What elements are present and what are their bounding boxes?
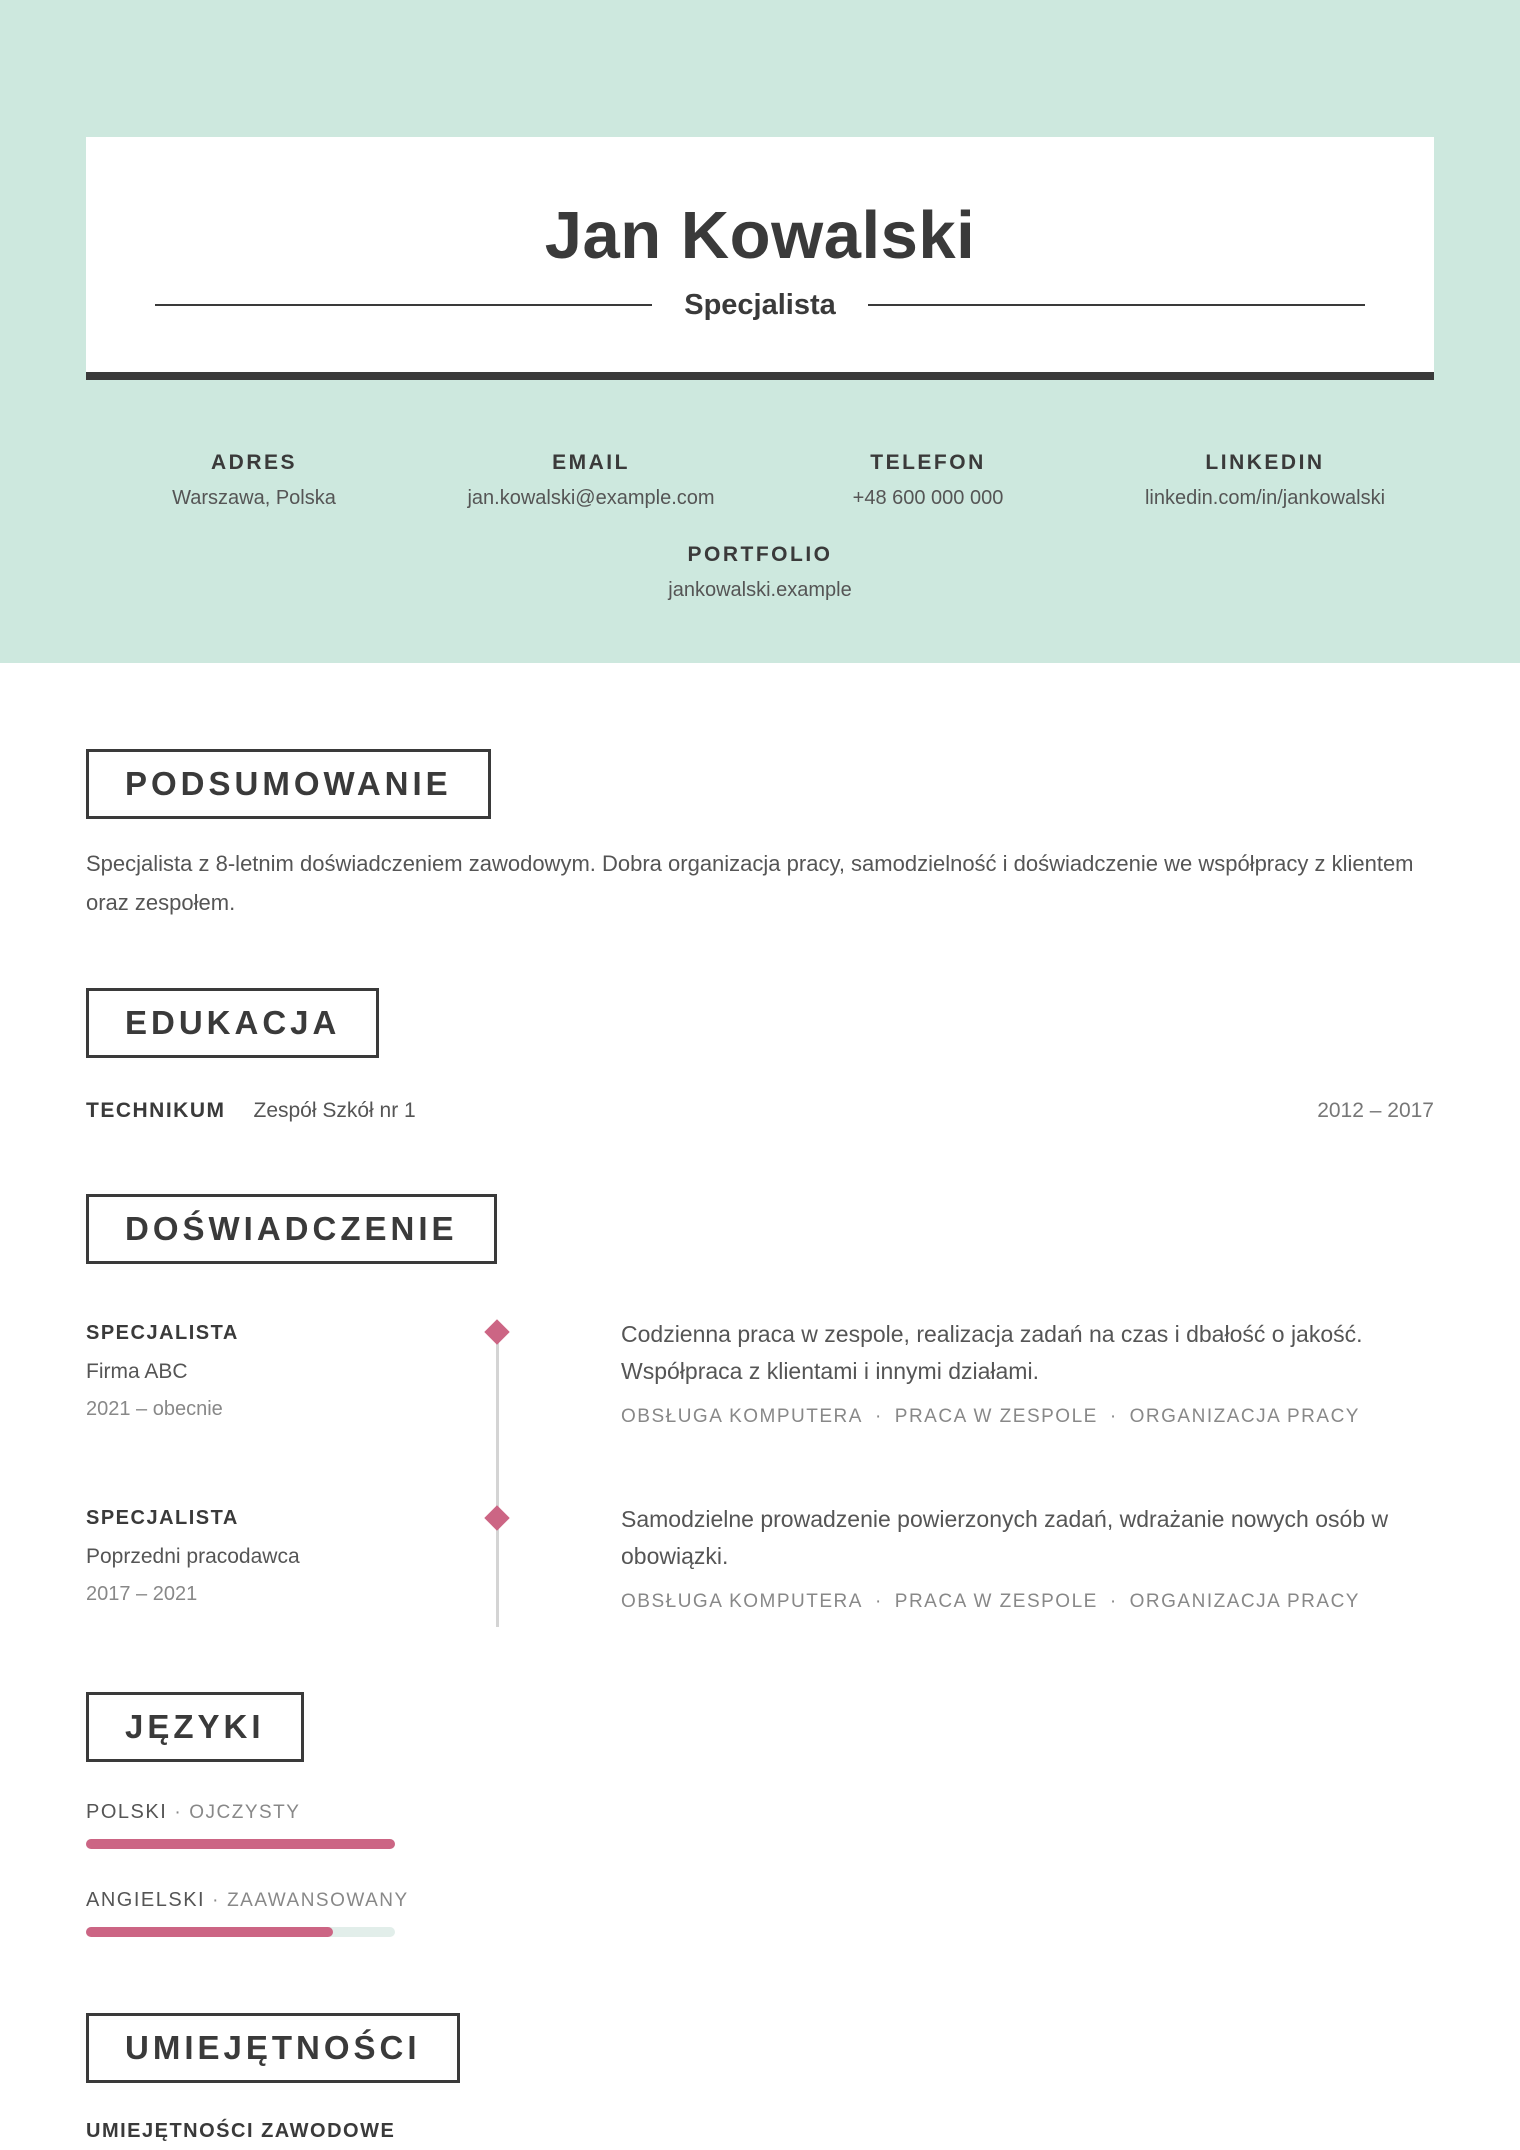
experience-company: Firma ABC bbox=[86, 1360, 188, 1383]
contact-linkedin bbox=[1100, 451, 1430, 510]
experience-role: SPECJALISTA bbox=[86, 1322, 239, 1344]
language-level: ZAAWANSOWANY bbox=[227, 1890, 409, 1911]
language-level-separator: · bbox=[212, 1890, 220, 1911]
education-degree: TECHNIKUM bbox=[86, 1099, 226, 1122]
experience-role: SPECJALISTA bbox=[86, 1507, 239, 1529]
contact-label: ADRES bbox=[210, 451, 297, 474]
section-heading-languages: JĘZYKI bbox=[86, 1692, 304, 1762]
contact-value[interactable]: jankowalski.example bbox=[668, 579, 852, 601]
language-level-separator: · bbox=[174, 1802, 183, 1823]
contact-label: EMAIL bbox=[552, 451, 630, 474]
job-title: Specjalista bbox=[684, 288, 836, 321]
tag-separator: · bbox=[874, 1406, 883, 1427]
contact-label: LINKEDIN bbox=[1205, 451, 1325, 474]
section-heading-summary: PODSUMOWANIE bbox=[86, 749, 491, 819]
job-title-row bbox=[155, 287, 1365, 323]
language-proficiency-fill bbox=[86, 1927, 333, 1937]
skill-tag: PRACA W ZESPOLE bbox=[894, 1591, 1098, 1612]
full-name: Jan Kowalski bbox=[544, 198, 976, 273]
skill-tag: OBSŁUGA KOMPUTERA bbox=[621, 1406, 863, 1427]
contact-value: Warszawa, Polska bbox=[172, 487, 336, 509]
experience-company: Poprzedni pracodawca bbox=[86, 1545, 300, 1568]
contact-email bbox=[436, 451, 746, 510]
skills-subtitle: UMIEJĘTNOŚCI ZAWODOWE bbox=[86, 2120, 396, 2142]
contact-address bbox=[124, 451, 384, 510]
language-level: OJCZYSTY bbox=[189, 1802, 301, 1823]
language-name: POLSKI bbox=[86, 1801, 168, 1823]
experience-tags bbox=[621, 1591, 1360, 1613]
contact-value[interactable]: +48 600 000 000 bbox=[852, 487, 1004, 509]
header-band bbox=[0, 0, 1520, 663]
tag-separator: · bbox=[1109, 1591, 1118, 1612]
skill-tag: OBSŁUGA KOMPUTERA bbox=[621, 1591, 863, 1612]
contact-portfolio bbox=[610, 543, 910, 602]
language-proficiency-fill bbox=[86, 1839, 395, 1849]
language-item bbox=[86, 1801, 300, 1824]
education-school: Zespół Szkół nr 1 bbox=[253, 1099, 416, 1122]
timeline-marker-icon bbox=[484, 1505, 509, 1530]
contact-label: PORTFOLIO bbox=[687, 543, 833, 566]
language-label bbox=[86, 1801, 300, 1824]
divider bbox=[155, 304, 652, 306]
timeline-line bbox=[496, 1332, 499, 1627]
divider bbox=[868, 304, 1365, 306]
education-item bbox=[86, 1096, 1434, 1126]
education-dates: 2012 – 2017 bbox=[1317, 1099, 1434, 1122]
contact-label: TELEFON bbox=[870, 451, 986, 474]
timeline-marker-icon bbox=[484, 1319, 509, 1344]
experience-dates: 2021 – obecnie bbox=[86, 1398, 223, 1420]
experience-tags bbox=[621, 1406, 1360, 1428]
experience-description: Codzienna praca w zespole, realizacja zadań na czas i dbałość o jakość. Współpraca z klientami i innymi działami. bbox=[621, 1321, 1363, 1384]
section-heading-experience: DOŚWIADCZENIE bbox=[86, 1194, 497, 1264]
skill-tag: ORGANIZACJA PRACY bbox=[1129, 1591, 1360, 1612]
contact-value[interactable]: jan.kowalski@example.com bbox=[467, 487, 715, 509]
section-heading-education: EDUKACJA bbox=[86, 988, 379, 1058]
language-proficiency-bar bbox=[86, 1927, 395, 1937]
experience-dates: 2017 – 2021 bbox=[86, 1583, 198, 1605]
tag-separator: · bbox=[874, 1591, 883, 1612]
language-item bbox=[86, 1889, 409, 1912]
section-heading-skills: UMIEJĘTNOŚCI bbox=[86, 2013, 460, 2083]
contact-phone bbox=[798, 451, 1058, 510]
skill-tag: PRACA W ZESPOLE bbox=[894, 1406, 1098, 1427]
language-name: ANGIELSKI bbox=[86, 1889, 206, 1911]
language-proficiency-bar bbox=[86, 1839, 395, 1849]
name-card bbox=[86, 137, 1434, 380]
skill-tag: ORGANIZACJA PRACY bbox=[1129, 1406, 1360, 1427]
language-label bbox=[86, 1889, 409, 1912]
contact-value[interactable]: linkedin.com/in/jankowalski bbox=[1144, 487, 1386, 509]
experience-description: Samodzielne prowadzenie powierzonych zadań, wdrażanie nowych osób w obowiązki. bbox=[621, 1506, 1389, 1569]
tag-separator: · bbox=[1109, 1406, 1118, 1427]
summary-text: Specjalista z 8-letnim doświadczeniem zawodowym. Dobra organizacja pracy, samodzielność i doświadczenie we współpracy z klientem oraz zespołem. bbox=[86, 851, 1414, 915]
